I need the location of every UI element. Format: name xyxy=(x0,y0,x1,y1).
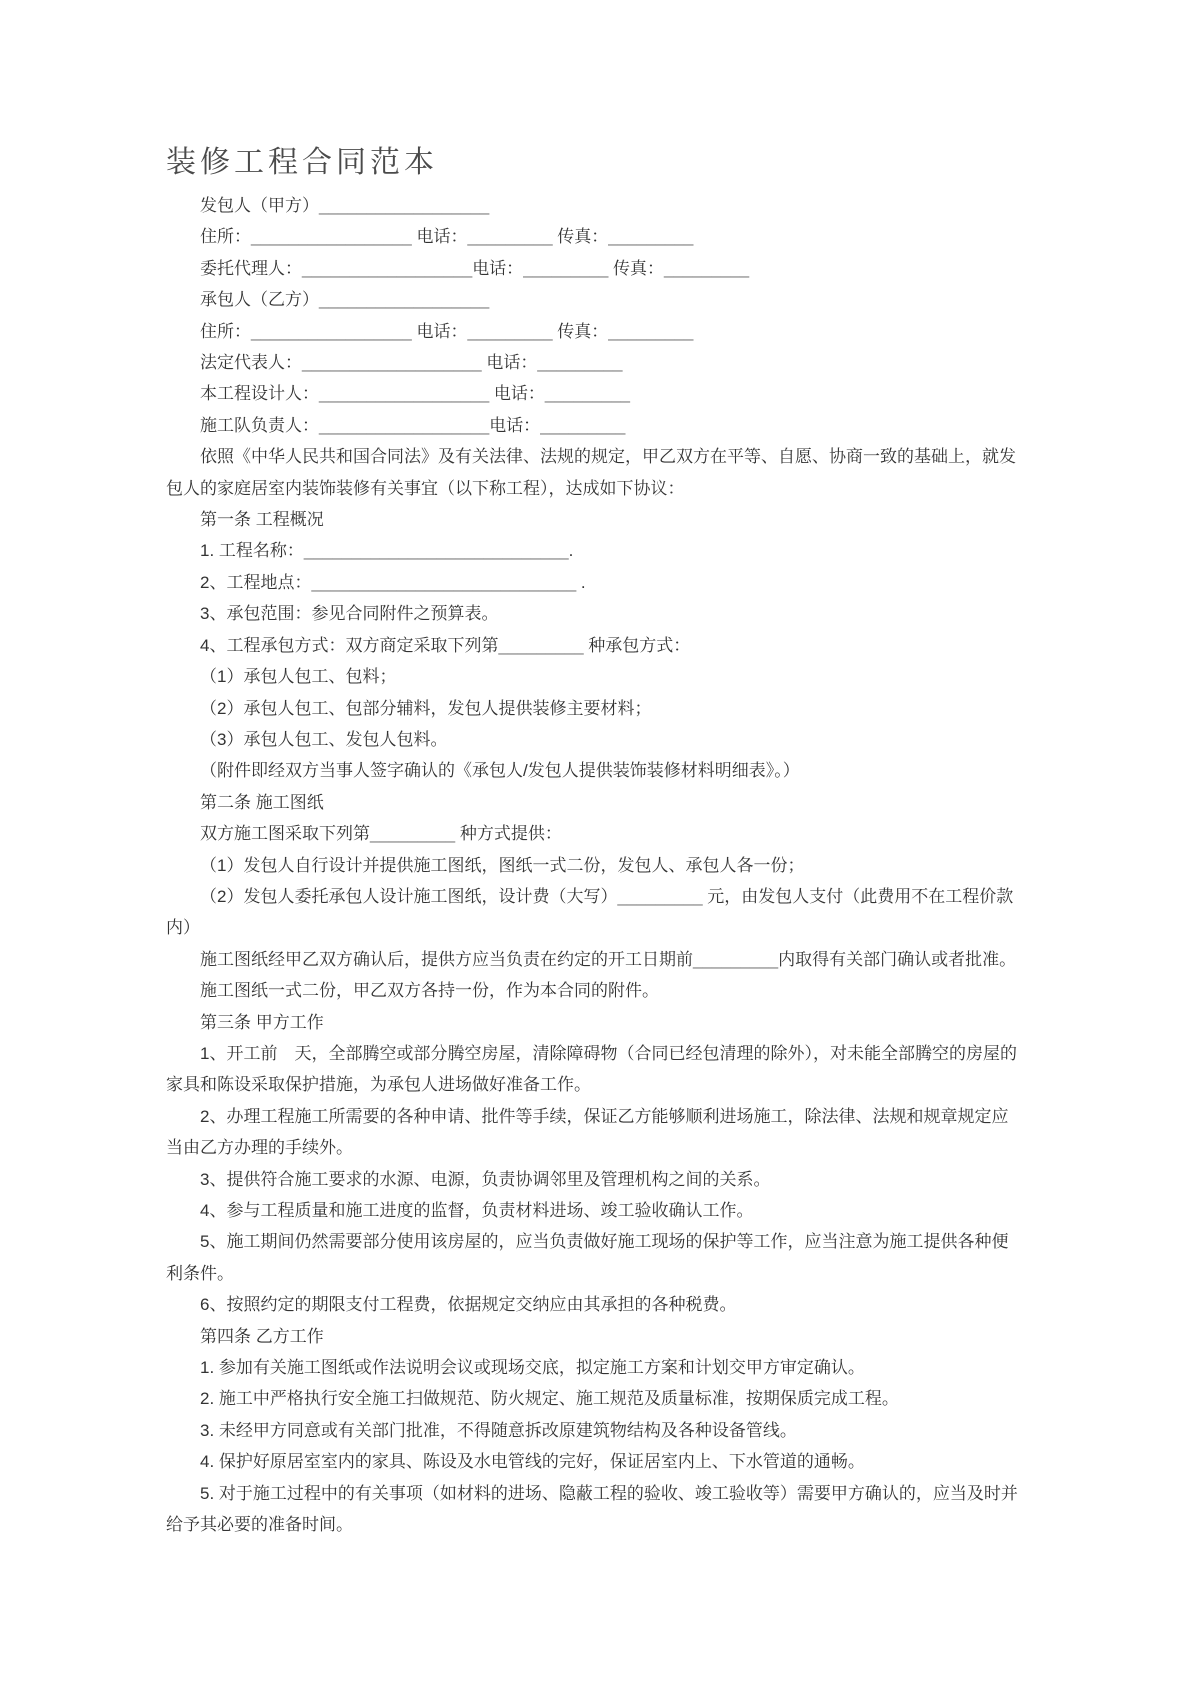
section-4-heading: 第四条 乙方工作 xyxy=(200,1326,324,1346)
party-b-duty-2: 2. 施工中严格执行安全施工扫做规范、防火规定、施工规范及质量标准，按期保质完成工程。 xyxy=(200,1389,899,1409)
party-a-duty-5: 5、施工期间仍然需要部分使用该房屋的，应当负责做好施工现场的保护等工作，应当注意为施工提供各种便利条件。 xyxy=(166,1232,1009,1283)
drawing-option-2: （2）发包人委托承包人设计施工图纸，设计费（大写）_________ 元，由发包人支付（此费用不在工程价款内） xyxy=(166,886,1014,938)
party-b-contact-line: 住所：_________________ 电话：_________ 传真：_________ xyxy=(200,321,694,341)
method-option-2: （2）承包人包工、包部分辅料，发包人提供装修主要材料； xyxy=(200,698,652,718)
agent-line: 委托代理人：__________________电话：_________ 传真：_________ xyxy=(200,258,750,278)
drawing-method-line: 双方施工图采取下列第_________ 种方式提供： xyxy=(200,824,562,844)
party-a-duty-1: 1、开工前 天，全部腾空或部分腾空房屋，清除障碍物（合同已经包清理的除外），对未能全部腾空的房屋的家具和陈设采取保护措施，为承包人进场做好准备工作。 xyxy=(166,1043,1017,1095)
clause-project-location: 2、工程地点：____________________________ . xyxy=(200,572,586,592)
method-option-1: （1）承包人包工、包料； xyxy=(200,667,397,687)
document-title: 装修工程合同范本 xyxy=(166,145,438,180)
clause-contract-method: 4、工程承包方式：双方商定采取下列第_________ 种承包方式： xyxy=(200,635,691,655)
contract-body xyxy=(166,190,1025,1540)
party-a-line: 发包人（甲方）__________________ xyxy=(200,196,490,215)
party-b-line: 承包人（乙方）__________________ xyxy=(200,290,490,310)
crew-leader-line: 施工队负责人：__________________电话：_________ xyxy=(200,415,626,435)
clause-contract-scope: 3、承包范围：参见合同附件之预算表。 xyxy=(200,604,499,624)
party-a-duty-3: 3、提供符合施工要求的水源、电源，负责协调邻里及管理机构之间的关系。 xyxy=(200,1169,771,1189)
attachment-note: （附件即经双方当事人签字确认的《承包人/发包人提供装饰装修材料明细表》。） xyxy=(200,761,800,781)
section-2-heading: 第二条 施工图纸 xyxy=(200,792,324,812)
party-a-duty-2: 2、办理工程施工所需要的各种申请、批件等手续，保证乙方能够顺利进场施工，除法律、法规和规章规定应当由乙方办理的手续外。 xyxy=(166,1106,1009,1158)
party-b-duty-3: 3. 未经甲方同意或有关部门批准，不得随意拆改原建筑物结构及各种设备管线。 xyxy=(200,1420,797,1440)
party-b-duty-4: 4. 保护好原居室室内的家具、陈设及水电管线的完好，保证居室内上、下水管道的通畅。 xyxy=(200,1452,865,1472)
party-b-duty-5: 5. 对于施工过程中的有关事项（如材料的进场、隐蔽工程的验收、竣工验收等）需要甲方确认的，应当及时并给予其必要的准备时间。 xyxy=(166,1483,1018,1535)
method-option-3: （3）承包人包工、发包人包料。 xyxy=(200,729,448,749)
party-a-duty-4: 4、参与工程质量和施工进度的监督，负责材料进场、竣工验收确认工作。 xyxy=(200,1201,754,1220)
section-1-heading: 第一条 工程概况 xyxy=(200,510,324,530)
clause-project-name: 1. 工程名称：____________________________. xyxy=(200,541,574,561)
drawing-option-1: （1）发包人自行设计并提供施工图纸，图纸一式二份，发包人、承包人各一份； xyxy=(200,855,805,875)
party-a-duty-6: 6、按照约定的期限支付工程费，依据规定交纳应由其承担的各种税费。 xyxy=(200,1295,737,1315)
drawing-copies-line: 施工图纸一式二份，甲乙双方各持一份，作为本合同的附件。 xyxy=(200,981,659,1001)
section-3-heading: 第三条 甲方工作 xyxy=(200,1012,324,1032)
party-a-contact-line: 住所：_________________ 电话：_________ 传真：_________ xyxy=(200,227,694,247)
drawing-approval-line: 施工图纸经甲乙双方确认后，提供方应当负责在约定的开工日期前_________内取得有关部门确认或者批准。 xyxy=(200,949,1017,969)
party-b-duty-1: 1. 参加有关施工图纸或作法说明会议或现场交底，拟定施工方案和计划交甲方审定确认。 xyxy=(200,1358,865,1378)
project-designer-line: 本工程设计人：__________________ 电话：_________ xyxy=(200,384,631,404)
preamble-paragraph: 依照《中华人民共和国合同法》及有关法律、法规的规定，甲乙双方在平等、自愿、协商一致的基础上，就发包人的家庭居室内装饰装修有关事宜（以下称工程），达成如下协议： xyxy=(166,447,1016,498)
legal-representative-line: 法定代表人：___________________ 电话：_________ xyxy=(200,353,623,373)
